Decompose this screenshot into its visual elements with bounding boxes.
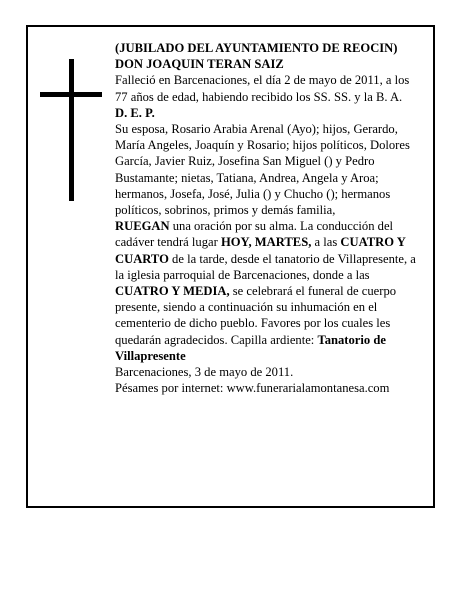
place-date: Barcenaciones, 3 de mayo de 2011. [115, 365, 294, 380]
cross-icon [69, 59, 74, 201]
chapel-name: Tanatorio de Villapresente [115, 332, 386, 363]
condolences-line: Pésames por internet: www.funerarialamontanesa.com [115, 381, 390, 396]
request-day: HOY, MARTES, [220, 235, 312, 250]
request-part-1: una oración por su alma. La conducción del cadáver tendrá lugar [115, 219, 394, 250]
request-time-2: CUATRO Y MEDIA, [115, 284, 230, 299]
request-part-3: de la tarde, desde el tanatorio de Villapresente, a la iglesia parroquial de Barcenaciones, donde a las [115, 251, 416, 282]
obituary-notice [26, 25, 435, 508]
family-text: Su esposa, Rosario Arabia Arenal (Ayo); hijos, Gerardo, María Angeles, Joaquín y Rosario; hijos políticos, Dolores García, Javier Ruiz, Josefina San Miguel () y Pedro Bustamante; nietas, Tatiana, Andrea, Angela y Aroa; hermanos, Josefa, José, Julia () y Chucho (); hermanos políticos, sobrinos, primos y demás familia, [115, 122, 410, 218]
notice-text [115, 40, 422, 396]
request-time-1: CUATRO Y CUARTO [115, 235, 406, 266]
request-part-2: a las [311, 235, 341, 250]
dep-line: D. E. P. [115, 105, 155, 120]
cross-icon-bar [40, 92, 102, 97]
ruegan-word: RUEGAN [115, 219, 170, 234]
retired-line: (JUBILADO DEL AYUNTAMIENTO DE REOCIN) [115, 41, 398, 55]
request-paragraph [115, 218, 422, 364]
deceased-name: DON JOAQUIN TERAN SAIZ [115, 57, 284, 72]
request-part-4: se celebrará el funeral de cuerpo presente, siendo a continuación su inhumación en el cementerio de dicho pueblo. Favores por los cuales les quedarán agradecidos. Capilla ardiente: [115, 284, 397, 347]
death-text: Falleció en Barcenaciones, el día 2 de mayo de 2011, a los 77 años de edad, habiendo recibido los SS. SS. y la B. A. [115, 73, 410, 104]
